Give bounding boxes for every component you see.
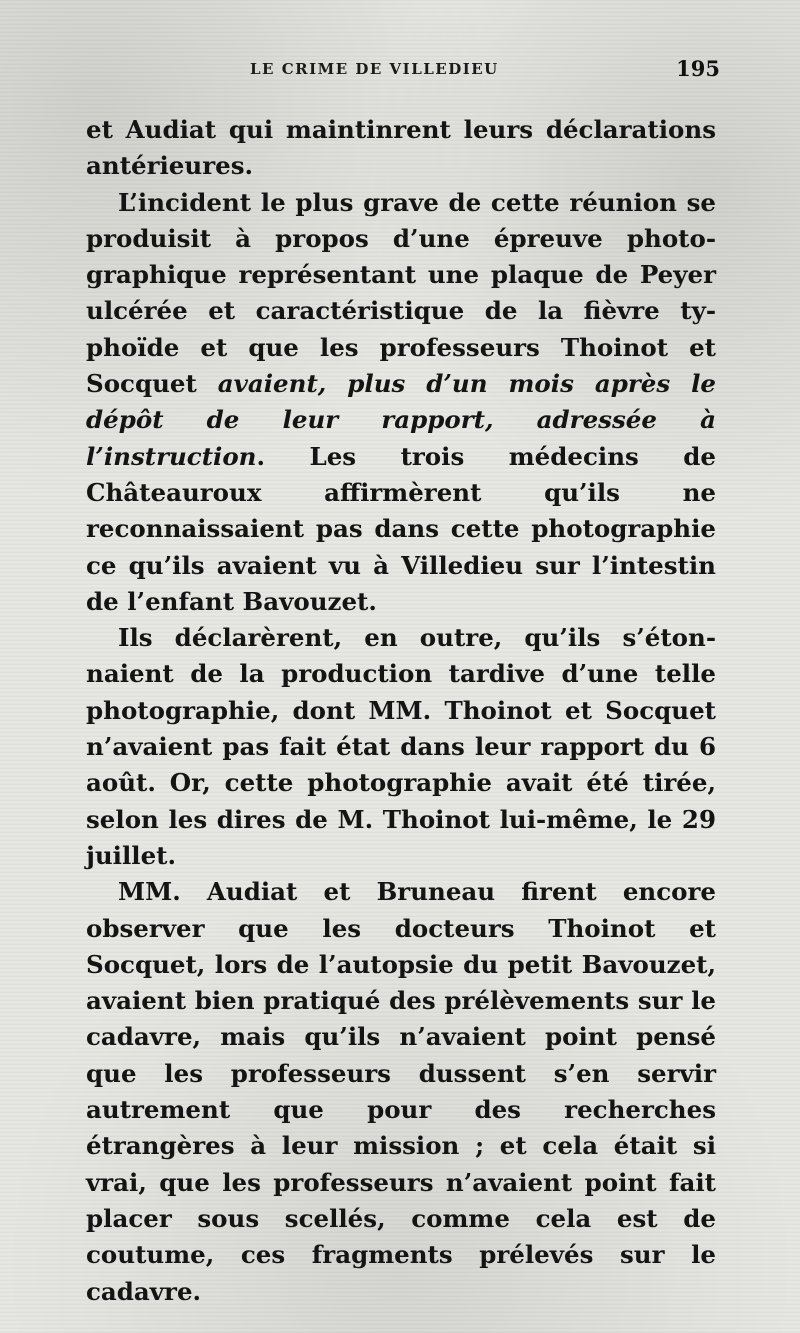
paragraph-continuation: et Audiat qui maintinrent leurs déclarations antérieures.	[86, 115, 716, 181]
running-head	[80, 52, 720, 92]
paragraph-observations: MM. Audiat et Bruneau firent encore observer que les docteurs Thoinot et Socquet, lors de l’autopsie du petit Bavouzet, avaient bien pratiqué des prélèvements sur le cadavre, mais qu’ils n’avaient point pensé que les professeurs dussent s’en servir autrement que pour des recherches étrangères à leur mission ; et cela était si vrai, que les professeurs n’avaient point fait placer sous scellés, comme cela est de coutume, ces fragments prélevés sur le cadavre.	[86, 877, 716, 1306]
body-text	[86, 112, 716, 1310]
page-number: 195	[676, 56, 720, 81]
paragraph-incident-italic: avaient, plus d’un mois après le dépôt de leur rapport, adressée à l’instruction	[86, 369, 716, 471]
running-head-title: LE CRIME DE VILLEDIEU	[250, 60, 499, 78]
paragraph-incident-start: L’incident le plus grave de cette réunion se produisit à propos d’une épreuve photographique représentant une plaque de Peyer ulcérée et caractéristique de la fièvre typhoïde et que les professeurs Thoinot et Socquet	[86, 187, 716, 399]
paragraph-declarations: Ils déclarèrent, en outre, qu’ils s’étonnaient de la production tardive d’une telle photographie, dont MM. Thoinot et Socquet n’avaient pas fait état dans leur rapport du 6 août. Or, cette photographie avait été tirée, selon les dires de M. Thoinot lui-même, le 29 juillet.	[86, 623, 716, 870]
paragraph-incident	[86, 185, 716, 621]
paragraph-incident-end: . Les trois médecins de Châteauroux affirmèrent qu’ils ne reconnaissaient pas dans cette photographie ce qu’ils avaient vu à Villedieu sur l’intestin de l’enfant Bavouzet.	[86, 441, 716, 616]
